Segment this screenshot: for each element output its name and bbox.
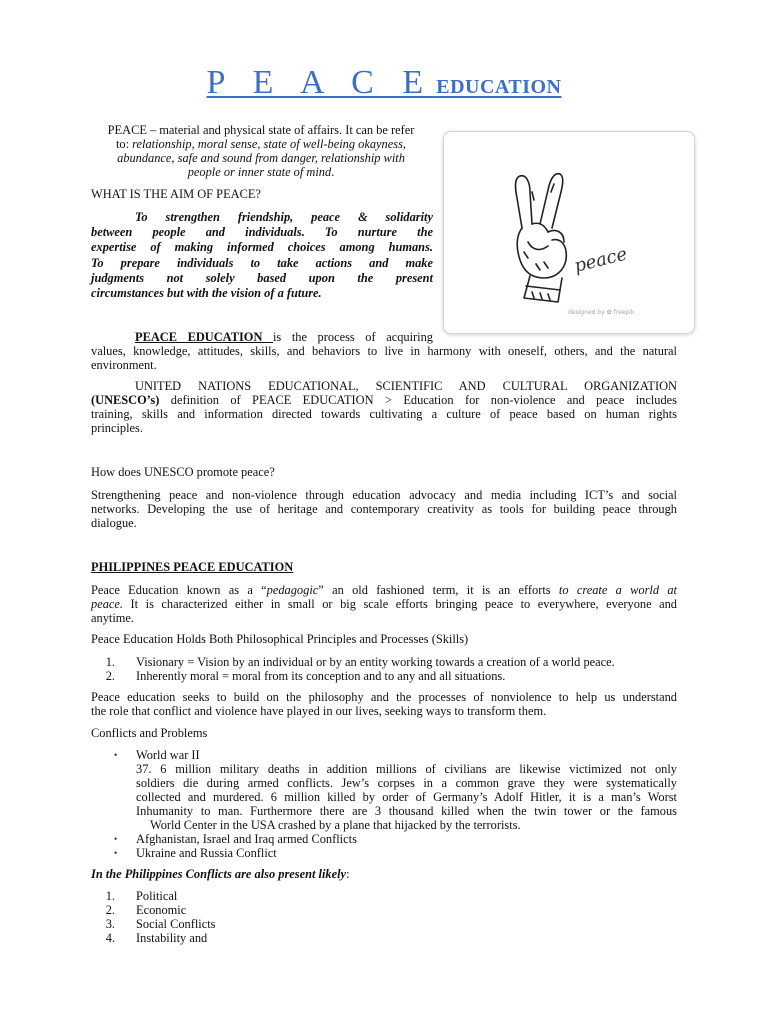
list-item: Inherently moral = moral from its conception and to any and all situations. — [136, 669, 506, 683]
illustration-word: peace — [572, 243, 630, 277]
peace-ed-line: PEACE EDUCATION is the process of acquiring — [135, 330, 433, 344]
aim-line: between people and individuals. To nurture the — [91, 225, 433, 240]
peace-ed-term: PEACE EDUCATION — [135, 330, 273, 344]
bullet-icon: • — [114, 834, 118, 844]
bullet-icon: • — [114, 848, 118, 858]
ww2-line: World Center in the USA crashed by a plane that hijacked by the terrorists. — [150, 818, 521, 832]
principles-list — [91, 655, 691, 685]
list-item: Afghanistan, Israel and Iraq armed Conflicts — [136, 832, 357, 846]
unesco-line: training, skills and information directed towards cultivating a culture of peace based on human rights — [91, 407, 677, 421]
list-number: 1. — [105, 889, 115, 903]
peace-illustration — [443, 131, 695, 334]
page-title — [0, 64, 768, 101]
ww2-line: 37. 6 million military deaths in addition millions of civilians are likewise victimized not only — [136, 762, 677, 776]
title-main: P E A C E — [206, 64, 434, 101]
unesco-line: (UNESCO’s) definition of PEACE EDUCATION > Education for non-violence and peace includes — [91, 393, 677, 407]
philippines-paragraph — [91, 583, 677, 625]
list-number: 2. — [105, 903, 115, 917]
aim-line: To prepare individuals to take actions and make — [91, 255, 433, 270]
list-item: Social Conflicts — [136, 917, 216, 931]
peace-ed-line: environment. — [91, 358, 157, 372]
aim-line: expertise of making informed choices among humans. — [91, 240, 433, 255]
unesco-answer-line: networks. Developing the use of heritage and contemporary creativity as tools for building peace through — [91, 502, 677, 516]
philippines-heading: PHILIPPINES PEACE EDUCATION — [91, 560, 294, 574]
unesco-answer-line: dialogue. — [91, 516, 137, 530]
principles-heading: Peace Education Holds Both Philosophical Principles and Processes (Skills) — [91, 632, 469, 646]
bullet-icon: • — [114, 750, 118, 760]
list-item: Ukraine and Russia Conflict — [136, 846, 277, 860]
intro-line: to: relationship, moral sense, state of well-being okayness, — [115, 137, 406, 151]
title-sub: EDUCATION — [436, 76, 562, 98]
list-item: Instability and — [136, 931, 208, 945]
list-number: 4. — [105, 931, 115, 945]
aim-line: To strengthen friendship, peace & solidarity — [135, 210, 433, 224]
peace-hand-sign-icon — [444, 132, 694, 333]
list-number: 3. — [105, 917, 115, 931]
intro-line: abundance, safe and sound from danger, relationship with — [117, 151, 405, 165]
list-item: Economic — [136, 903, 187, 917]
illustration-credit: designed by ✿ freepik — [568, 309, 635, 316]
ph-line: anytime. — [91, 611, 135, 625]
list-number: 1. — [105, 655, 115, 669]
list-item: World war II — [136, 748, 200, 762]
ph-line: peace. It is characterized either in small or big scale efforts bringing peace to everywhere, everyone and — [91, 597, 677, 611]
intro-definition — [80, 123, 442, 179]
unesco-answer-line: Strengthening peace and non-violence through education advocacy and media including ICT’s and social — [91, 488, 677, 502]
conflicts-heading: Conflicts and Problems — [91, 726, 208, 740]
list-item: Political — [136, 889, 178, 903]
list-item: Visionary = Vision by an individual or by an entity working towards a creation of a world peace. — [136, 655, 615, 669]
ww2-detail — [136, 762, 677, 832]
seeks-line: Peace education seeks to build on the philosophy and the processes of nonviolence to help us understand — [91, 690, 677, 704]
seeks-line: the role that conflict and violence have played in our lives, seeking ways to transform them. — [91, 704, 547, 718]
conflicts-list — [91, 748, 681, 863]
aim-line: judgments not solely based upon the present — [91, 270, 433, 285]
aim-line: circumstances but with the vision of a future. — [91, 286, 322, 301]
unesco-definition — [91, 379, 677, 435]
ph-conflicts-heading: In the Philippines Conflicts are also present likely: — [91, 867, 350, 881]
ph-line: Peace Education known as a “pedagogic” an old fashioned term, it is an efforts to create a world at — [91, 583, 677, 597]
unesco-line: principles. — [91, 421, 143, 435]
ww2-line: Inhumanity to man. Furthermore there are 3 thousand killed when the twin tower or the famous — [136, 804, 677, 818]
peace-education-definition — [91, 330, 677, 372]
ww2-line: soldiers die during armed conflicts. Jew’s corpses in a common grave they were systematically — [136, 776, 677, 790]
ww2-line: collected and murdered. 6 million killed by order of Germany’s Adolf Hitler, it is a man’s Worst — [136, 790, 677, 804]
seeks-paragraph — [91, 690, 677, 718]
unesco-question: How does UNESCO promote peace? — [91, 465, 275, 479]
ph-conflicts-list — [91, 889, 391, 949]
peace-ed-line: values, knowledge, attitudes, skills, and behaviors to live in harmony with oneself, others, and the natural — [91, 344, 677, 358]
list-number: 2. — [105, 669, 115, 683]
aim-question: WHAT IS THE AIM OF PEACE? — [91, 187, 261, 201]
unesco-answer — [91, 488, 677, 530]
intro-line: people or inner state of mind. — [187, 165, 335, 179]
intro-line: PEACE – material and physical state of affairs. It can be refer — [107, 123, 415, 137]
aim-answer — [91, 210, 433, 301]
unesco-line: UNITED NATIONS EDUCATIONAL, SCIENTIFIC AND CULTURAL ORGANIZATION — [135, 379, 677, 393]
